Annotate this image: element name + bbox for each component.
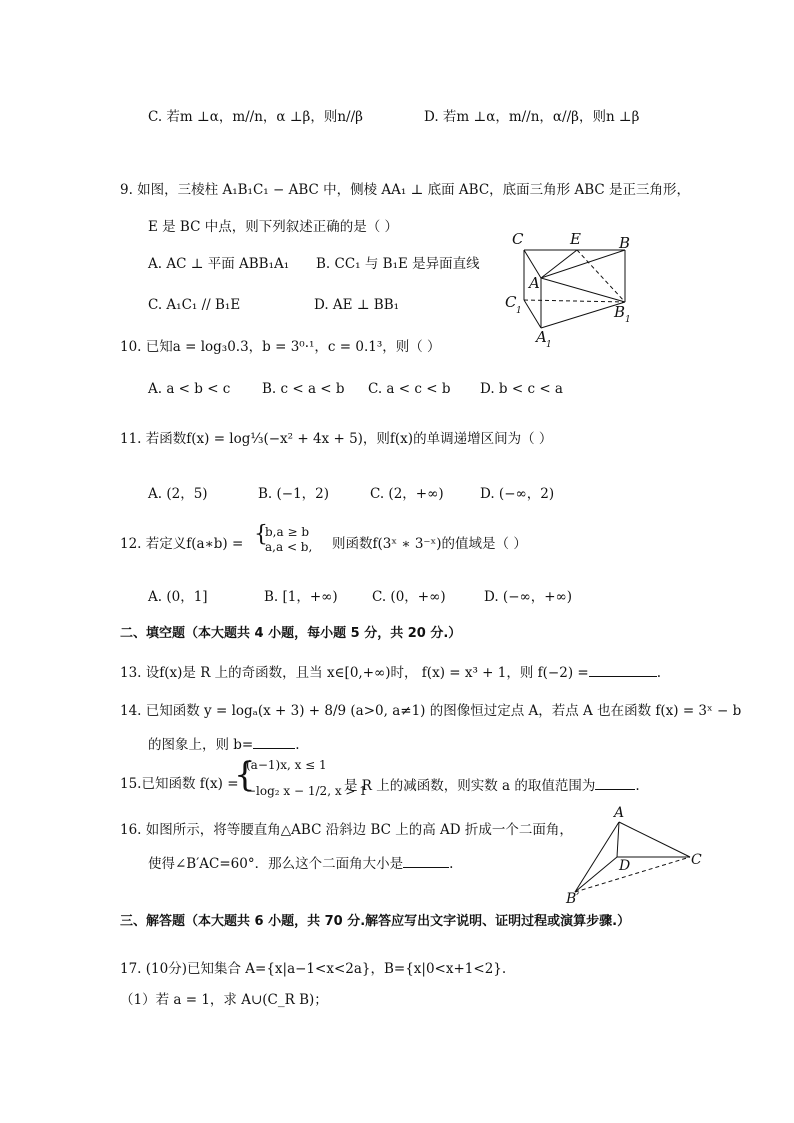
label-a: A <box>529 274 540 292</box>
fig2-label-b1: B′ <box>566 891 580 907</box>
fig2-label-c: C <box>691 852 702 868</box>
q9-option-d: D. AE ⊥ BB₁ <box>314 297 400 313</box>
fig2-label-a: A <box>614 805 625 821</box>
fig2-label-d: D <box>619 858 631 874</box>
q16-text: 使得∠B′AC=60°．那么这个二面角大小是 <box>148 856 404 872</box>
q12-stem-prefix: 12. 若定义f(a∗b) = <box>120 536 244 552</box>
edge-b1c-dashed <box>575 857 690 892</box>
q17-part1: （1）若 a = 1，求 A∪(C_R B)； <box>120 992 328 1008</box>
q12-case1: b,a ≥ b <box>265 525 310 539</box>
q11-option-a: A. (2，5) <box>148 486 208 502</box>
section3-heading: 三、解答题（本大题共 6 小题，共 70 分.解答应写出文字说明、证明过程或演算步骤.） <box>120 914 631 929</box>
q16-stem-line1: 16. 如图所示，将等腰直角△ABC 沿斜边 BC 上的高 AD 折成一个二面角， <box>120 822 573 838</box>
q12-option-d: D. (−∞，+∞) <box>484 589 573 605</box>
q10-option-a: A. a < b < c <box>148 381 231 397</box>
q12-stem-suffix: 则函数f(3ˣ ∗ 3⁻ˣ)的值域是（ ） <box>332 536 527 552</box>
q11-option-d: D. (−∞，2) <box>480 486 555 502</box>
label-b1-sub: 1 <box>625 315 631 325</box>
q13-text: 13. 设f(x)是 R 上的奇函数，且当 x∈[0,+∞)时， f(x) = x³ + 1，则 f(−2) = <box>120 665 589 681</box>
q17-stem: 17. (10分)已知集合 A={x|a−1<x<2a}，B={x|0<x+1<2}. <box>120 961 507 977</box>
q11-option-c: C. (2，+∞) <box>370 486 444 502</box>
q12-option-b: B. [1，+∞) <box>264 589 338 605</box>
q13-end: . <box>656 665 661 681</box>
label-b1: B <box>614 303 626 321</box>
q11-option-b: B. (−1，2) <box>258 486 330 502</box>
label-e: E <box>570 230 581 248</box>
q15-case2: −log₂ x − 1/2, x > 1 <box>246 784 367 798</box>
q14-stem-line1: 14. 已知函数 y = logₐ(x + 3) + 8/9 (a>0, a≠1) 的图像恒过定点 A，若点 A 也在函数 f(x) = 3ˣ − b <box>120 703 742 719</box>
edge-ab1 <box>575 822 619 892</box>
q9-stem-line1: 9. 如图，三棱柱 A₁B₁C₁ − ABC 中，侧棱 AA₁ ⊥ 底面 ABC，底面三角形 ABC 是正三角形， <box>120 182 690 198</box>
label-c: C <box>512 230 524 248</box>
q15-case1: (a−1)x, x ≤ 1 <box>246 758 327 772</box>
q11-stem: 11. 若函数f(x) = log⅓(−x² + 4x + 5)，则f(x)的单调递增区间为（ ） <box>120 431 553 447</box>
q9-option-c: C. A₁C₁ // B₁E <box>148 297 241 313</box>
edge-db1 <box>575 857 617 892</box>
edge-ac <box>619 822 690 857</box>
q8-option-c: C. 若m ⊥α，m//n，α ⊥β，则n//β <box>148 109 363 125</box>
q14-text: 的图象上，则 b= <box>148 737 254 753</box>
q10-option-b: B. c < a < b <box>262 381 345 397</box>
q9-option-b: B. CC₁ 与 B₁E 是异面直线 <box>316 256 480 272</box>
label-a1-sub: 1 <box>546 340 552 350</box>
label-c1: C <box>505 293 517 311</box>
q8-option-d: D. 若m ⊥α，m//n，α//β，则n ⊥β <box>424 109 640 125</box>
section2-heading: 二、填空题（本大题共 4 小题，每小题 5 分，共 20 分.） <box>120 626 462 641</box>
q10-stem: 10. 已知a = log₃0.3，b = 3⁰·¹，c = 0.1³，则（ ） <box>120 339 441 355</box>
q15-prefix: 15.已知函数 f(x) = <box>120 776 239 792</box>
q14-end: . <box>295 737 300 753</box>
q15-brace: { <box>234 755 256 795</box>
q15-end: . <box>635 778 640 794</box>
q12-option-c: C. (0，+∞) <box>372 589 446 605</box>
label-c1-sub: 1 <box>516 306 522 316</box>
q12-brace: { <box>254 522 268 547</box>
q10-option-d: D. b < c < a <box>480 381 563 397</box>
q9-option-a: A. AC ⊥ 平面 ABB₁A₁ <box>148 256 290 272</box>
q12-option-a: A. (0，1] <box>148 589 208 605</box>
label-a1: A <box>536 328 547 346</box>
q10-option-c: C. a < c < b <box>368 381 451 397</box>
label-b: B <box>619 234 631 252</box>
q9-stem-line2: E 是 BC 中点，则下列叙述正确的是（ ） <box>148 219 399 235</box>
edge-ad <box>617 822 619 857</box>
q15-suffix: 是 R 上的减函数，则实数 a 的取值范围为 <box>344 778 596 794</box>
q16-end: . <box>449 856 454 872</box>
q12-case2: a,a < b, <box>265 540 313 554</box>
